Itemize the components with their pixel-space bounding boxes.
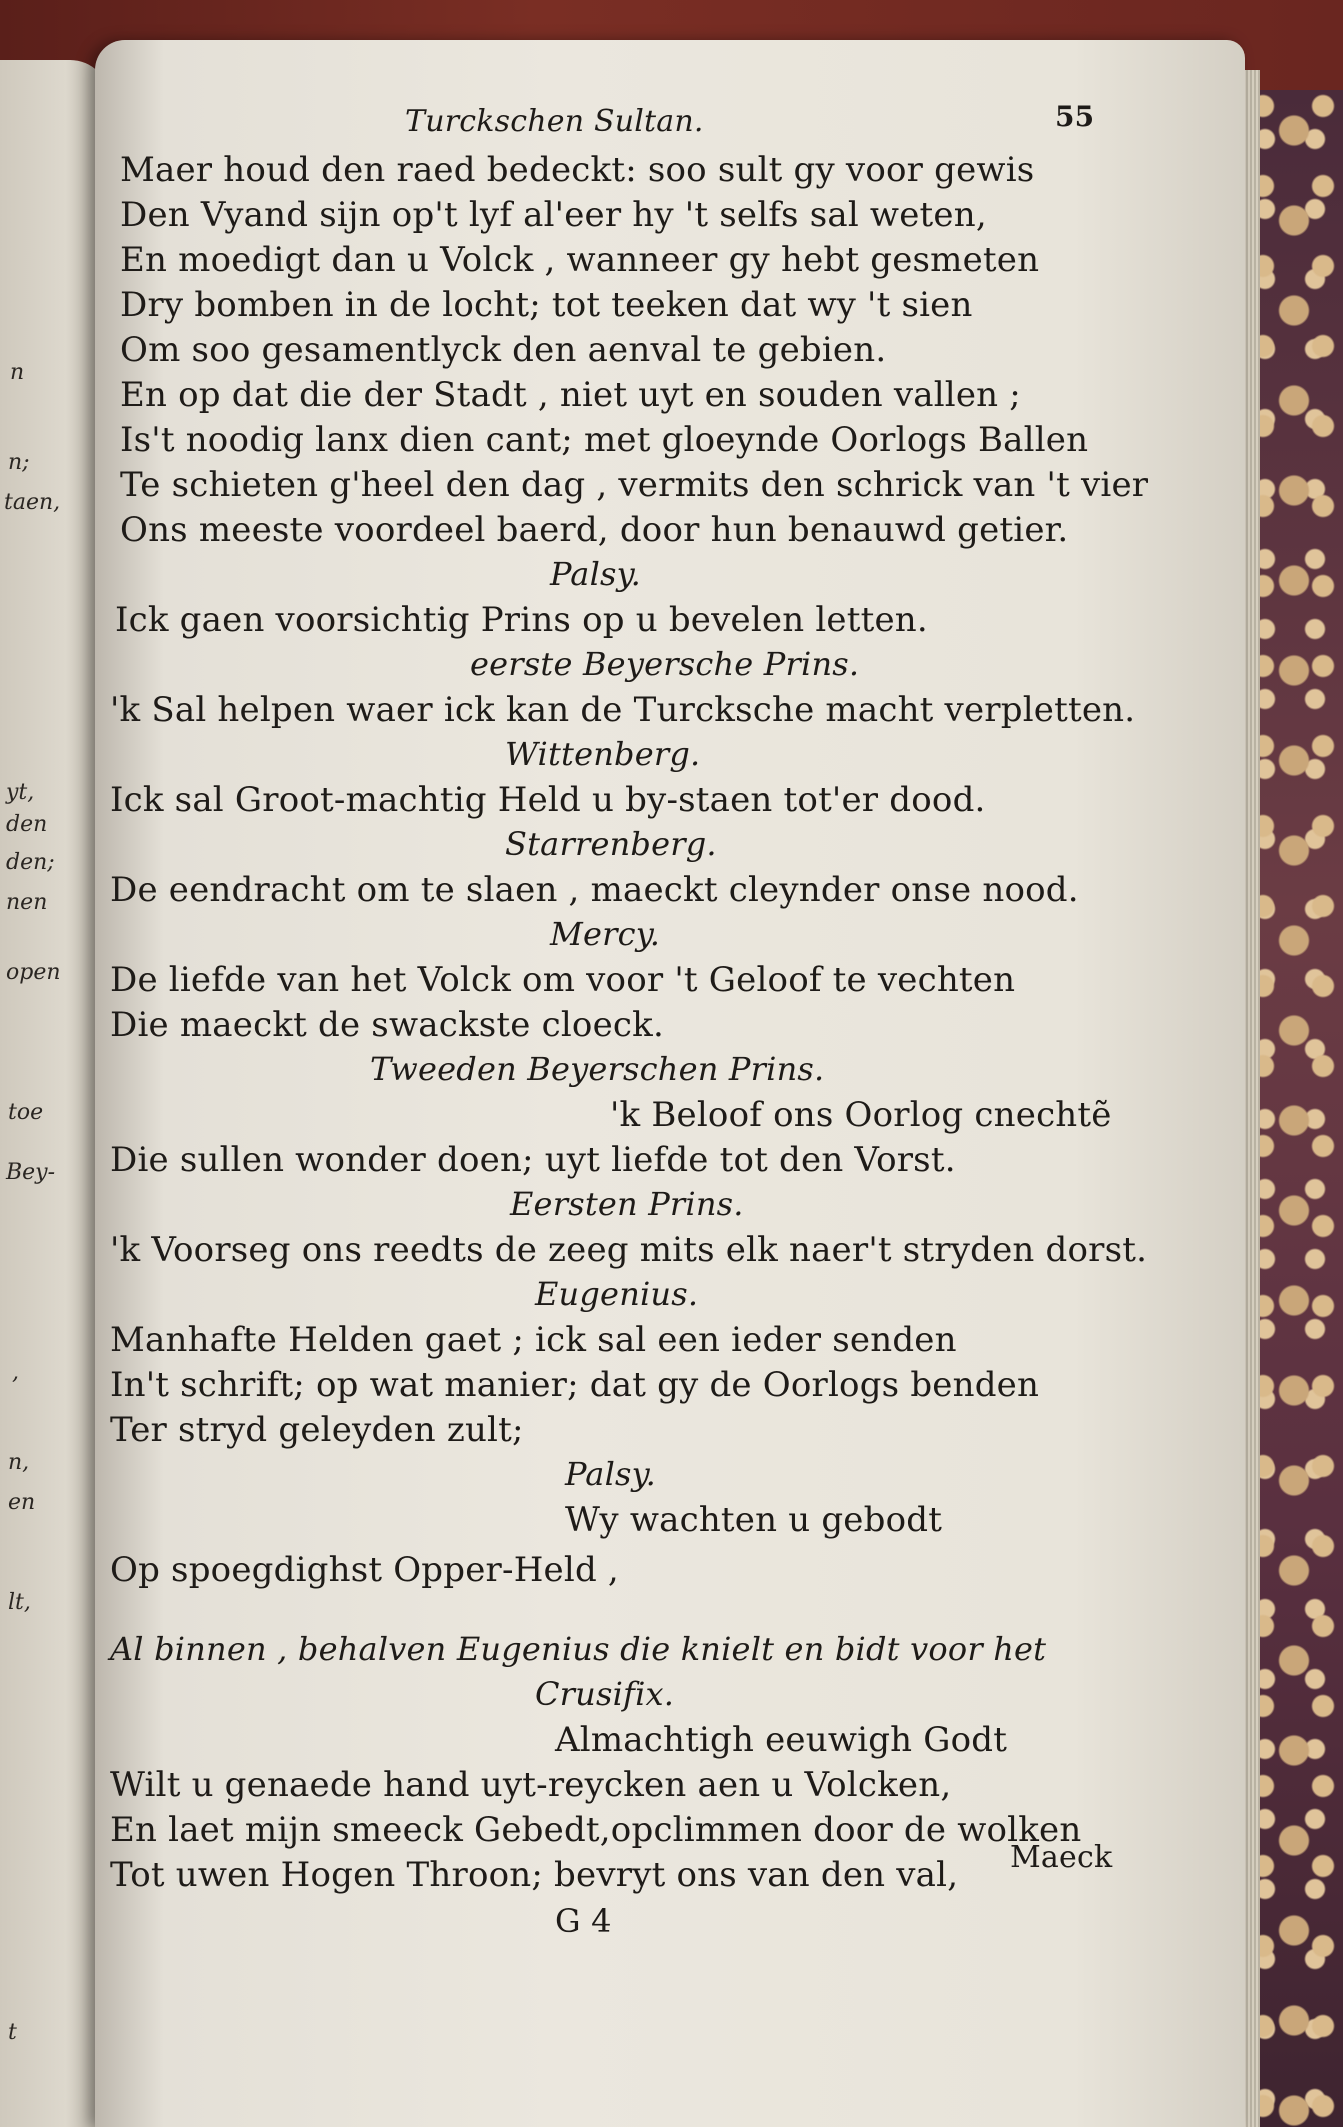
verse-line: Den Vyand sijn op't lyf al'eer hy 't selfs sal weten,	[120, 195, 987, 235]
verse-line: Te schieten g'heel den dag , vermits den schrick van 't vier	[120, 465, 1149, 505]
verse-line: Dry bomben in de locht; tot teeken dat wy 't sien	[120, 285, 973, 325]
verse-line: De eendracht om te slaen , maeckt cleynder onse nood.	[110, 870, 1079, 910]
left-page	[0, 60, 110, 2127]
verse-line: Wilt u genaede hand uyt-reycken aen u Volcken,	[110, 1765, 952, 1805]
verse-line: Om soo gesamentlyck den aenval te gebien.	[120, 330, 887, 370]
verse-line: Ter stryd geleyden zult;	[110, 1410, 524, 1450]
margin-fragment: en	[8, 1490, 36, 1515]
verse-line: 'k Sal helpen waer ick kan de Turcksche macht verpletten.	[110, 690, 1136, 730]
margin-fragment: t	[8, 2020, 17, 2045]
verse-line: Wy wachten u gebodt	[565, 1500, 943, 1540]
verse-line: Maer houd den raed bedeckt: soo sult gy voor gewis	[120, 150, 1035, 190]
signature-mark: G 4	[555, 1902, 612, 1940]
verse-line: En op dat die der Stadt , niet uyt en souden vallen ;	[120, 375, 1021, 415]
speaker-name: Palsy.	[565, 1455, 657, 1493]
verse-line: Op spoegdighst Opper-Held ,	[110, 1550, 619, 1590]
verse-line: Ick gaen voorsichtig Prins op u bevelen letten.	[115, 600, 928, 640]
verse-line: Almachtigh eeuwigh Godt	[555, 1720, 1008, 1760]
verse-line: En laet mijn smeeck Gebedt,opclimmen door de wolken	[110, 1810, 1082, 1850]
speaker-name: Eersten Prins.	[510, 1185, 744, 1223]
catchword: Maeck	[1010, 1840, 1113, 1875]
speaker-name: Eugenius.	[535, 1275, 699, 1313]
verse-line: Is't noodig lanx dien cant; met gloeynde Oorlogs Ballen	[120, 420, 1089, 460]
verse-line: En moedigt dan u Volck , wanneer gy hebt gesmeten	[120, 240, 1040, 280]
speaker-name: Wittenberg.	[505, 735, 701, 773]
page-number: 55	[1055, 100, 1095, 133]
stage-direction: Al binnen , behalven Eugenius die knielt en bidt voor het	[110, 1630, 1047, 1668]
margin-fragment: n,	[8, 1450, 30, 1475]
speaker-name: Tweeden Beyerschen Prins.	[370, 1050, 825, 1088]
margin-fragment: nen	[6, 890, 48, 915]
margin-fragment: den	[6, 812, 48, 837]
speaker-name: Mercy.	[550, 915, 661, 953]
book-page	[95, 40, 1245, 2127]
verse-line: In't schrift; op wat manier; dat gy de Oorlogs benden	[110, 1365, 1040, 1405]
speaker-name: Starrenberg.	[505, 825, 717, 863]
margin-fragment: ,	[12, 1360, 19, 1385]
verse-line: Die maeckt de swackste cloeck.	[110, 1005, 664, 1045]
margin-fragment: n;	[8, 450, 30, 475]
margin-fragment: toe	[8, 1100, 44, 1125]
verse-line: 'k Voorseg ons reedts de zeeg mits elk naer't stryden dorst.	[110, 1230, 1148, 1270]
verse-line: Ons meeste voordeel baerd, door hun benauwd getier.	[120, 510, 1069, 550]
margin-fragment: yt,	[6, 780, 35, 805]
margin-fragment: den;	[6, 850, 55, 875]
verse-line: Ick sal Groot-machtig Held u by-staen tot'er dood.	[110, 780, 986, 820]
verse-line: Manhafte Helden gaet ; ick sal een ieder senden	[110, 1320, 957, 1360]
verse-line: Tot uwen Hogen Throon; bevryt ons van den val,	[110, 1855, 959, 1895]
speaker-name: Palsy.	[550, 555, 642, 593]
speaker-name: eerste Beyersche Prins.	[470, 645, 860, 683]
margin-fragment: taen,	[4, 490, 61, 515]
margin-fragment: Bey-	[6, 1160, 56, 1185]
margin-fragment: n	[10, 360, 25, 385]
verse-line: 'k Beloof ons Oorlog cnechtẽ	[610, 1095, 1112, 1135]
verse-line: Die sullen wonder doen; uyt liefde tot den Vorst.	[110, 1140, 956, 1180]
margin-fragment: lt,	[8, 1590, 31, 1615]
running-header: Turckschen Sultan.	[405, 104, 704, 139]
stage-direction: Crusifix.	[535, 1675, 675, 1713]
verse-line: De liefde van het Volck om voor 't Geloof te vechten	[110, 960, 1016, 1000]
margin-fragment: open	[6, 960, 61, 985]
